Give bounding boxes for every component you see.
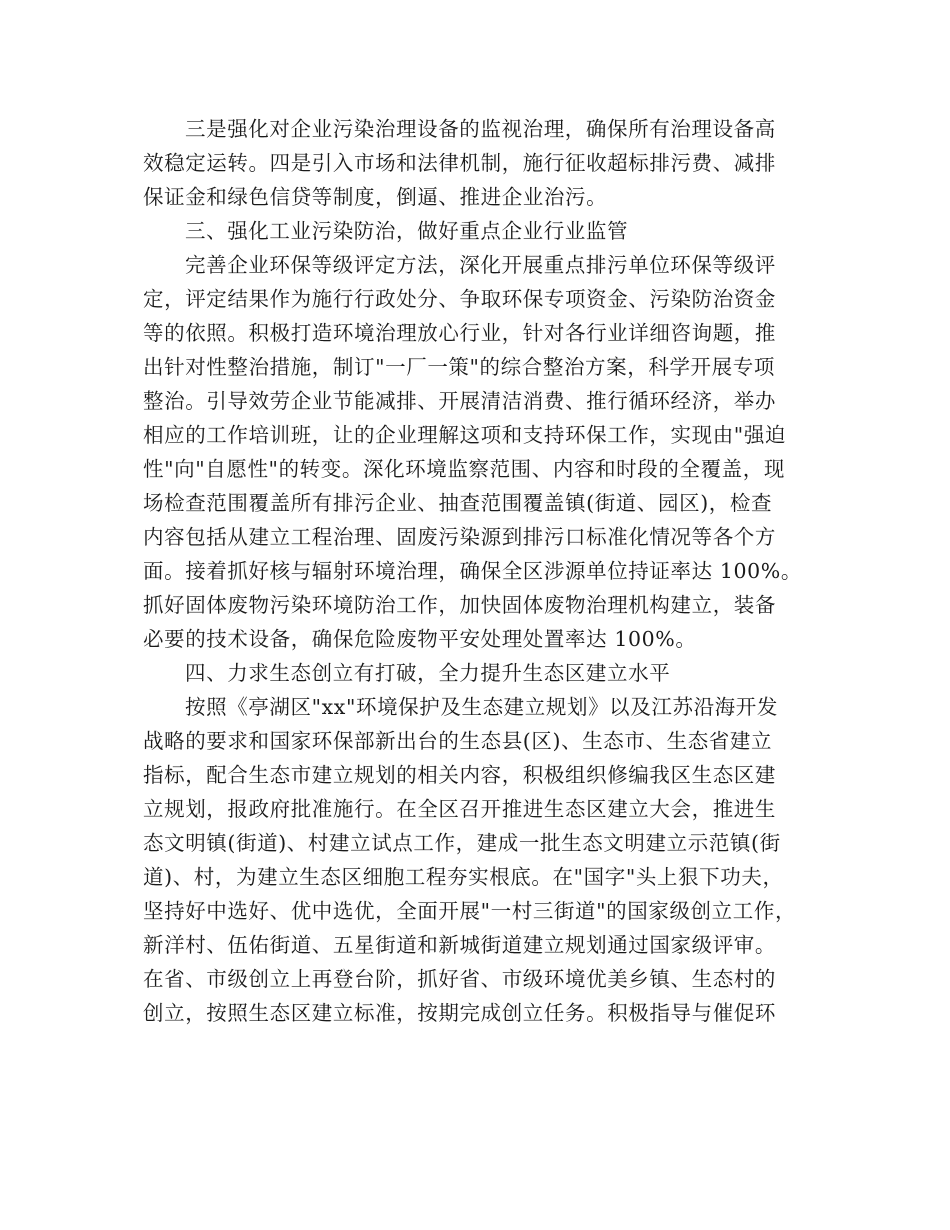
text-line: 定，评定结果作为施行行政处分、争取环保专项资金、污染防治资金 bbox=[143, 287, 776, 311]
text-line: 战略的要求和国家环保部新出台的生态县(区)、生态市、生态省建立 bbox=[143, 729, 773, 753]
document-page bbox=[143, 112, 811, 1030]
text-line: 立规划，报政府批准施行。在全区召开推进生态区建立大会，推进生 bbox=[143, 797, 776, 821]
text-line: 新洋村、伍佑街道、五星街道和新城街道建立规划通过国家级评审。 bbox=[143, 933, 776, 957]
text-line: 创立，按照生态区建立标准，按期完成创立任务。积极指导与催促环 bbox=[143, 1001, 776, 1025]
text-line: 性"向"自愿性"的转变。深化环境监察范围、内容和时段的全覆盖，现 bbox=[143, 457, 785, 481]
section-heading-4: 四、力求生态创立有打破，全力提升生态区建立水平 bbox=[185, 661, 671, 685]
text-line: 完善企业环保等级评定方法，深化开展重点排污单位环保等级评 bbox=[185, 253, 776, 277]
text-line: 必要的技术设备，确保危险废物平安处理处置率达 100%。 bbox=[143, 627, 697, 651]
text-line: 等的依照。积极打造环境治理放心行业，针对各行业详细咨询题，推 bbox=[143, 321, 776, 345]
text-line: 出针对性整治措施，制订"一厂一策"的综合整治方案，科学开展专项 bbox=[143, 355, 775, 379]
paragraph-2 bbox=[143, 248, 811, 656]
text-line: 坚持好中选好、优中选优，全面开展"一村三街道"的国家级创立工作， bbox=[143, 899, 797, 923]
text-line: 态文明镇(街道)、村建立试点工作，建成一批生态文明建立示范镇(街 bbox=[143, 831, 781, 855]
text-line: 道)、村，为建立生态区细胞工程夯实根底。在"国字"头上狠下功夫， bbox=[143, 865, 784, 889]
text-line: 指标，配合生态市建立规划的相关内容，积极组织修编我区生态区建 bbox=[143, 763, 776, 787]
paragraph-1 bbox=[143, 112, 811, 214]
text-line: 整治。引导效劳企业节能减排、开展清洁消费、推行循环经济，举办 bbox=[143, 389, 776, 413]
text-line: 内容包括从建立工程治理、固废污染源到排污口标准化情况等各个方 bbox=[143, 525, 776, 549]
text-line: 场检查范围覆盖所有排污企业、抽查范围覆盖镇(街道、园区)，检查 bbox=[143, 491, 773, 515]
paragraph-3 bbox=[143, 690, 811, 1030]
text-line: 面。接着抓好核与辐射环境治理，确保全区涉源单位持证率达 100%。 bbox=[143, 559, 802, 583]
section-heading-3: 三、强化工业污染防治，做好重点企业行业监管 bbox=[185, 219, 629, 243]
text-line: 在省、市级创立上再登台阶，抓好省、市级环境优美乡镇、生态村的 bbox=[143, 967, 776, 991]
text-line: 按照《亭湖区"xx"环境保护及生态建立规划》以及江苏沿海开发 bbox=[185, 695, 778, 719]
text-line: 相应的工作培训班，让的企业理解这项和支持环保工作，实现由"强迫 bbox=[143, 423, 787, 447]
text-line: 效稳定运转。四是引入市场和法律机制，施行征收超标排污费、减排 bbox=[143, 151, 776, 175]
text-line: 三是强化对企业污染治理设备的监视治理，确保所有治理设备高 bbox=[185, 117, 776, 141]
text-line: 保证金和绿色信贷等制度，倒逼、推进企业治污。 bbox=[143, 185, 608, 209]
text-line: 抓好固体废物污染环境防治工作，加快固体废物治理机构建立，装备 bbox=[143, 593, 776, 617]
